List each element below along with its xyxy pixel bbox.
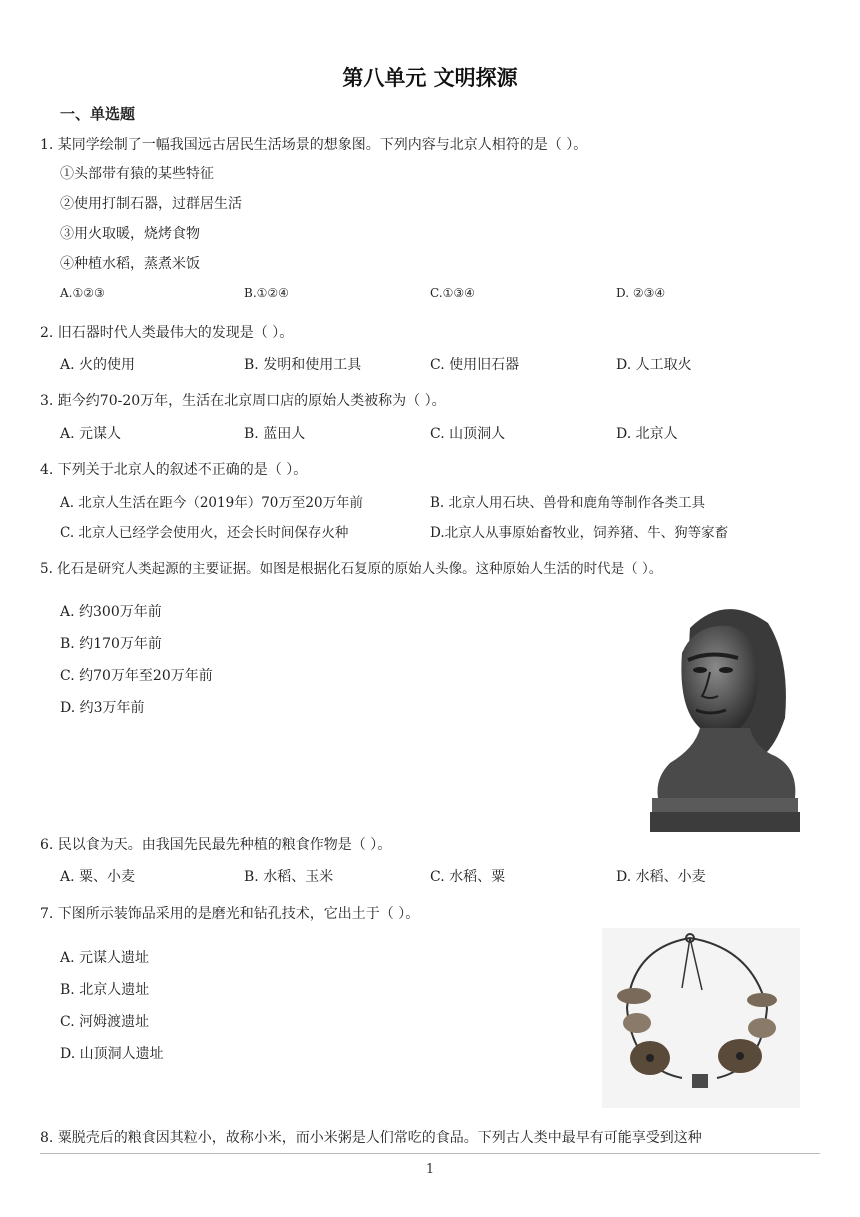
question-8-stem: 8. 粟脱壳后的粮食因其粒小，故称小米，而小米粥是人们常吃的食品。下列古人类中最早有可能享受到这种: [40, 1130, 702, 1146]
question-5-stem: 5. 化石是研究人类起源的主要证据。如图是根据化石复原的原始人头像。这种原始人生活的时代是（ ）。: [40, 561, 663, 577]
question-4-option-b: B. 北京人用石块、兽骨和鹿角等制作各类工具: [430, 495, 706, 511]
question-5-option-c: C. 约70万年至20万年前: [60, 668, 213, 684]
question-4-option-a: A. 北京人生活在距今（2019年）70万至20万年前: [60, 495, 364, 511]
question-3-option-c: C. 山顶洞人: [430, 426, 506, 442]
question-7-stem: 7. 下图所示装饰品采用的是磨光和钻孔技术，它出土于（ ）。: [40, 906, 420, 922]
question-1-option-b: B.①②④: [244, 286, 289, 300]
question-4-option-c: C. 北京人已经学会使用火，还会长时间保存火种: [60, 525, 349, 541]
question-3-option-a: A. 元谋人: [60, 426, 122, 442]
question-6-option-d: D. 水稻、小麦: [616, 869, 706, 885]
ornament-necklace-image: [602, 928, 800, 1108]
question-4-stem: 4. 下列关于北京人的叙述不正确的是（ ）。: [40, 462, 308, 478]
question-7-option-a: A. 元谋人遗址: [60, 950, 150, 966]
question-2-stem: 2. 旧石器时代人类最伟大的发现是（ ）。: [40, 325, 294, 341]
question-5-option-a: A. 约300万年前: [60, 604, 162, 620]
question-7-option-c: C. 河姆渡遗址: [60, 1014, 150, 1030]
question-1-option-d: D. ②③④: [616, 286, 666, 300]
question-1-item: ②使用打制石器，过群居生活: [60, 196, 242, 212]
question-1-item: ①头部带有猿的某些特征: [60, 166, 214, 182]
footer-divider: [40, 1153, 820, 1154]
question-6-stem: 6. 民以食为天。由我国先民最先种植的粮食作物是（ ）。: [40, 837, 392, 853]
question-4-option-d: D.北京人从事原始畜牧业，饲养猪、牛、狗等家畜: [430, 525, 729, 541]
question-7-option-b: B. 北京人遗址: [60, 982, 150, 998]
question-5-option-d: D. 约3万年前: [60, 700, 145, 716]
question-3-option-b: B. 蓝田人: [244, 426, 306, 442]
question-1-item: ③用火取暖，烧烤食物: [60, 226, 200, 242]
question-3-stem: 3. 距今约70-20万年，生活在北京周口店的原始人类被称为（ ）。: [40, 393, 446, 409]
question-1-option-c: C.①③④: [430, 286, 475, 300]
question-2-option-a: A. 火的使用: [60, 357, 136, 373]
page-number: 1: [425, 1162, 435, 1177]
question-1-item: ④种植水稻，蒸煮米饭: [60, 256, 200, 272]
question-1-option-a: A.①②③: [60, 286, 105, 300]
question-5-option-b: B. 约170万年前: [60, 636, 162, 652]
question-2-option-d: D. 人工取火: [616, 357, 692, 373]
question-3-option-d: D. 北京人: [616, 426, 678, 442]
question-1-stem: 1. 某同学绘制了一幅我国远古居民生活场景的想象图。下列内容与北京人相符的是（ ）。: [40, 137, 588, 153]
question-7-option-d: D. 山顶洞人遗址: [60, 1046, 164, 1062]
question-2-option-b: B. 发明和使用工具: [244, 357, 362, 373]
primitive-human-bust-image: [650, 598, 800, 838]
question-2-option-c: C. 使用旧石器: [430, 357, 520, 373]
page-title: 第八单元 文明探源: [342, 66, 518, 90]
question-6-option-b: B. 水稻、玉米: [244, 869, 334, 885]
section-heading: 一、单选题: [60, 105, 136, 123]
question-6-option-c: C. 水稻、粟: [430, 869, 506, 885]
question-6-option-a: A. 粟、小麦: [60, 869, 136, 885]
